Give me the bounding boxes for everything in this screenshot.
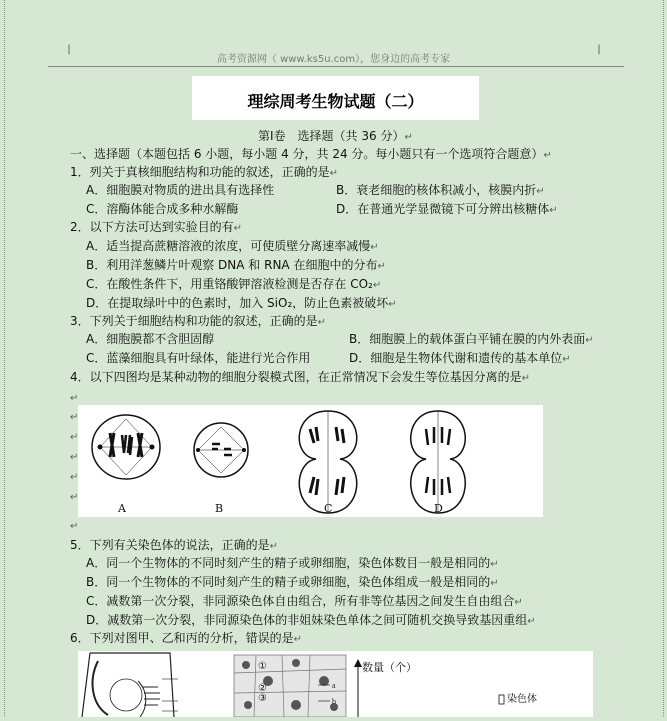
cell-d [411, 411, 465, 513]
question-5-option-a: A．同一个生物体的不同时刻产生的精子或卵细胞，染色体数目一般是相同的↵ [86, 556, 499, 570]
cell-division-figure [78, 405, 543, 517]
question-1-option-b: B．衰老细胞的核体积减小，核膜内折↵ [336, 183, 545, 197]
question-2-option-b: B．利用洋葱鳞片叶观察 DNA 和 RNA 在细胞中的分布↵ [86, 258, 386, 272]
figure-label-b: B [215, 502, 224, 515]
question-5-option-b: B．同一个生物体的不同时刻产生的精子或卵细胞，染色体组成一般是相同的↵ [86, 575, 499, 589]
paragraph-mark: ↵ [70, 432, 79, 443]
svg-text:a: a [332, 681, 336, 690]
chart-y-axis-label: 数量（个） [362, 661, 417, 674]
question-2-option-a: A．适当提高蔗糖溶液的浓度，可使质壁分离速率减慢↵ [86, 239, 379, 253]
question-3-option-c: C．蓝藻细胞具有叶绿体，能进行光合作用 [86, 351, 311, 365]
figure-label-c: C [324, 502, 333, 515]
paragraph-mark: ↵ [70, 492, 79, 503]
corner-mark: | [66, 44, 73, 55]
page-header: 高考资源网（ www.ks5u.com），您身边的高考专家 [216, 54, 451, 65]
question-1-option-c: C．溶酶体能合成多种水解酶 [86, 202, 239, 216]
header-rule [48, 66, 624, 67]
question-2-option-c: C．在酸性条件下，用重铬酸钾溶液检测是否存在 CO₂↵ [86, 277, 382, 291]
figure-marker-2: ② [258, 683, 267, 694]
figure-label-a: A [118, 502, 126, 515]
question-5-option-c: C．减数第一次分裂，非同源染色体自由组合，所有非等位基因之间发生自由组合↵ [86, 594, 523, 608]
figure-marker-1: ① [258, 661, 267, 672]
plant-cell-diagram [82, 653, 178, 717]
paragraph-mark: ↵ [70, 452, 79, 463]
micrograph-diagram [234, 655, 346, 717]
margin-guide-right [663, 0, 664, 717]
cell-c [299, 411, 356, 513]
paragraph-mark: ↵ [70, 521, 79, 532]
volume-title: 第Ⅰ卷 选择题（共 36 分）↵ [258, 129, 413, 143]
chart-legend-label: 染色体 [507, 694, 537, 705]
margin-guide-left [4, 0, 5, 717]
question-1-stem: 1．列关于真核细胞结构和功能的叙述，正确的是↵ [70, 165, 339, 179]
question-2-option-d: D．在提取绿叶中的色素时，加入 SiO₂，防止色素被破坏↵ [86, 296, 397, 310]
question-3-stem: 3．下列关于细胞结构和功能的叙述，正确的是↵ [70, 314, 327, 328]
question-1-option-a: A．细胞膜对物质的进出具有选择性 [86, 183, 275, 197]
question-4-stem: 4．以下四图均是某种动物的细胞分裂模式图，在正常情况下会发生等位基因分离的是↵ [70, 370, 531, 384]
question-6-stem: 6．下列对图甲、乙和丙的分析，错误的是↵ [70, 631, 303, 645]
question-5-stem: 5．下列有关染色体的说法，正确的是↵ [70, 538, 279, 552]
question-3-option-a: A．细胞膜都不含胆固醇 [86, 332, 215, 346]
paragraph-mark: ↵ [70, 412, 79, 423]
question-1-option-d: D．在普通光学显微镜下可分辨出核糖体↵ [336, 202, 558, 216]
figure-marker-3: ③ [258, 693, 267, 704]
question-5-option-d: D．减数第一次分裂，非同源染色体的非姐妹染色单体之间可随机交换导致基因重组↵ [86, 613, 536, 627]
question-2-stem: 2．以下方法可达到实验目的有↵ [70, 220, 243, 234]
paragraph-mark: ↵ [70, 472, 79, 483]
figure-label-d: D [434, 502, 443, 515]
cell-b [194, 423, 248, 477]
cell-a [92, 415, 160, 479]
cell-division-diagrams [78, 405, 543, 517]
corner-mark: | [596, 44, 603, 55]
question-3-option-b: B．细胞膜上的载体蛋白平铺在膜的内外表面↵ [349, 332, 594, 346]
section-heading: 一、选择题（本题包括 6 小题，每小题 4 分，共 24 分。每小题只有一个选项符合题意）↵ [70, 147, 552, 161]
svg-text:b: b [332, 697, 336, 706]
page-title: 理综周考生物试题（二） [247, 92, 424, 111]
paragraph-mark: ↵ [70, 393, 79, 404]
question-3-option-d: D．细胞是生物体代谢和遗传的基本单位↵ [349, 351, 571, 365]
